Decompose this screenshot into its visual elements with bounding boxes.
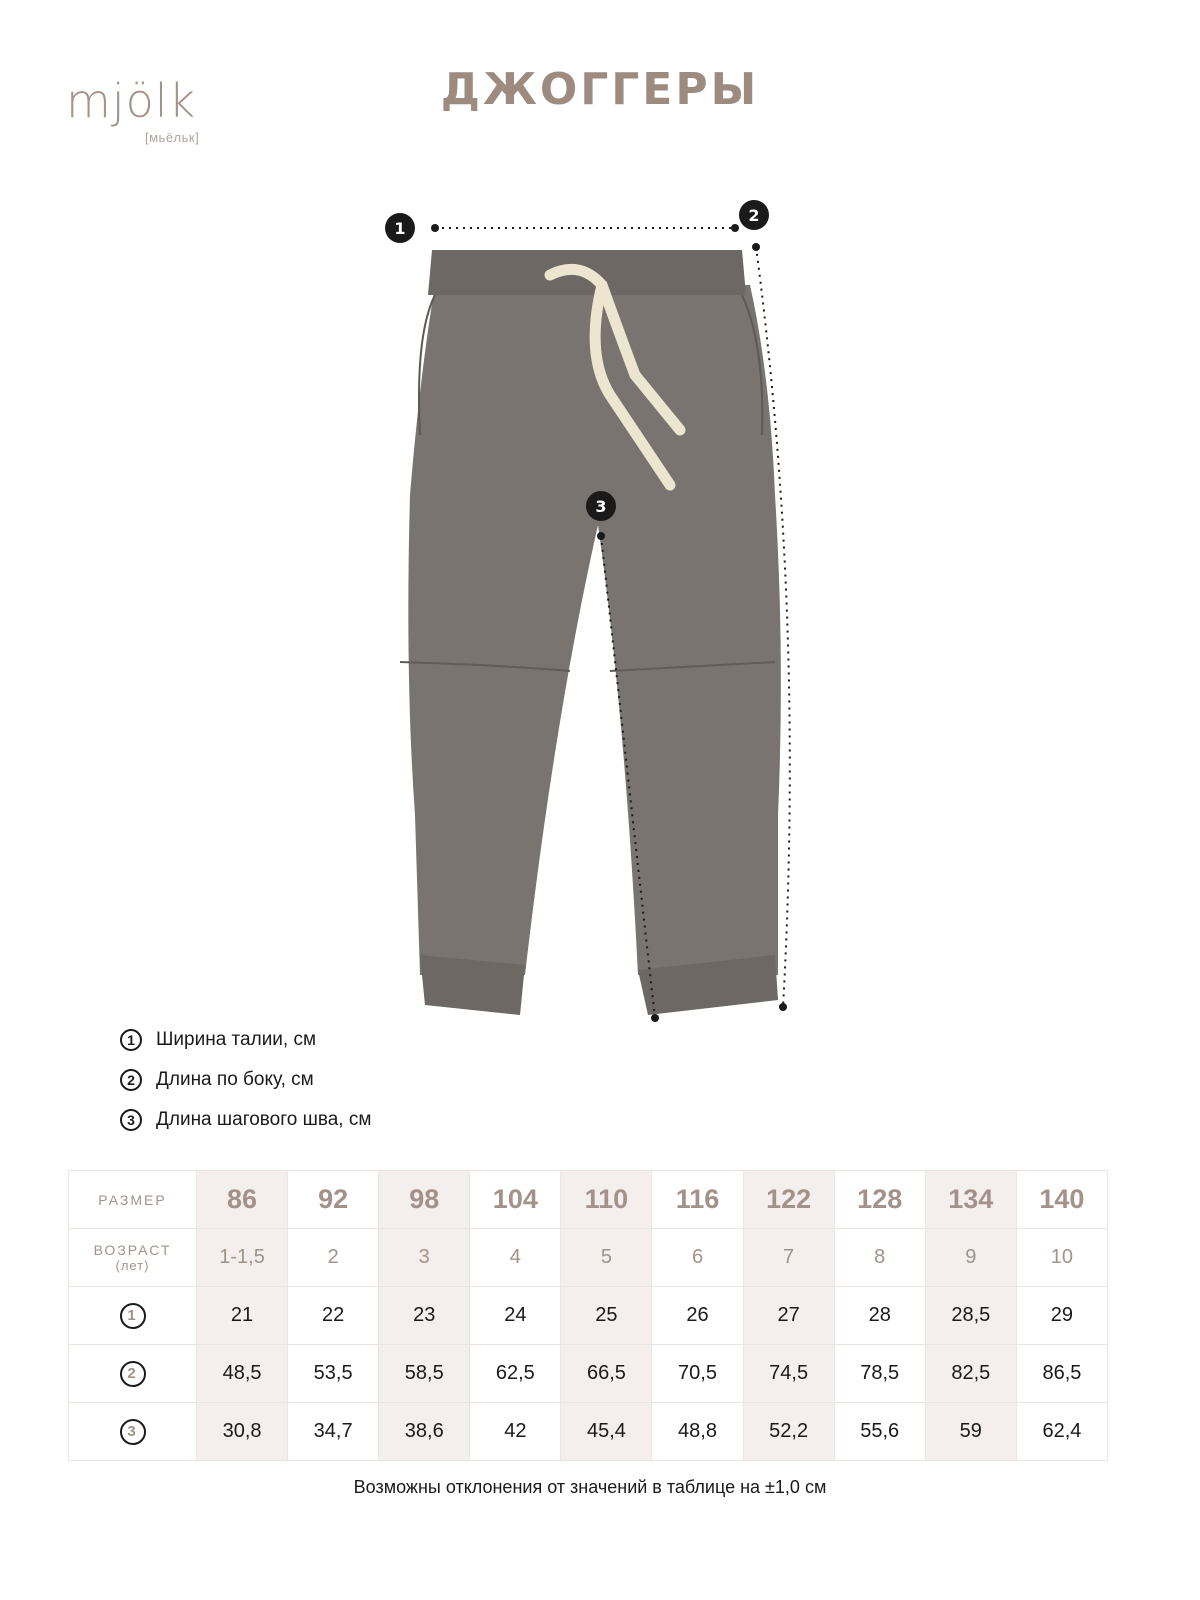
size-row [69, 1171, 1108, 1229]
marker-2 [739, 200, 769, 230]
row-number-badge: 3 [120, 1419, 146, 1445]
page-title: ДЖОГГЕРЫ [440, 64, 760, 115]
table-cell: 21 [197, 1287, 288, 1345]
tolerance-note: Возможны отклонения от значений в таблице на ±1,0 см [353, 1477, 827, 1497]
table-cell: 62,4 [1016, 1403, 1107, 1461]
brand-name: mjölk [66, 74, 197, 128]
legend-item [120, 1020, 371, 1060]
table-cell: 1-1,5 [197, 1229, 288, 1287]
row-header [69, 1403, 197, 1461]
row-header [69, 1345, 197, 1403]
table-cell: 30,8 [197, 1403, 288, 1461]
table-cell: 98 [379, 1171, 470, 1229]
table-cell: 24 [470, 1287, 561, 1345]
table-cell: 104 [470, 1171, 561, 1229]
table-cell: 52,2 [743, 1403, 834, 1461]
table-cell: 86 [197, 1171, 288, 1229]
table-cell: 4 [470, 1229, 561, 1287]
table-cell: 66,5 [561, 1345, 652, 1403]
table-cell: 92 [288, 1171, 379, 1229]
table-cell: 26 [652, 1287, 743, 1345]
table-cell: 55,6 [834, 1403, 925, 1461]
table-cell: 110 [561, 1171, 652, 1229]
table-cell: 23 [379, 1287, 470, 1345]
table-cell: 140 [1016, 1171, 1107, 1229]
table-cell: 38,6 [379, 1403, 470, 1461]
marker-2-label: 2 [748, 206, 760, 225]
joggers-measurement-diagram [380, 195, 820, 1055]
table-cell: 27 [743, 1287, 834, 1345]
table-cell: 122 [743, 1171, 834, 1229]
legend-label: Длина по боку, см [156, 1069, 314, 1090]
table-cell: 7 [743, 1229, 834, 1287]
table-cell: 48,8 [652, 1403, 743, 1461]
table-cell: 9 [925, 1229, 1016, 1287]
table-cell: 59 [925, 1403, 1016, 1461]
measure-waist-line [431, 224, 739, 232]
size-chart-table [68, 1170, 1108, 1461]
table-cell: 10 [1016, 1229, 1107, 1287]
table-cell: 62,5 [470, 1345, 561, 1403]
pants-body-image [408, 285, 781, 975]
table-cell: 128 [834, 1171, 925, 1229]
table-cell: 74,5 [743, 1345, 834, 1403]
brand-subtitle: [мьёльк] [145, 130, 200, 145]
age-header [69, 1229, 197, 1287]
legend-item [120, 1060, 371, 1100]
table-cell: 25 [561, 1287, 652, 1345]
age-header-label: ВОЗРАСТ [93, 1242, 172, 1258]
row-number-badge: 2 [120, 1361, 146, 1387]
table-cell: 28,5 [925, 1287, 1016, 1345]
table-cell: 2 [288, 1229, 379, 1287]
table-row [69, 1287, 1108, 1345]
row-header [69, 1287, 197, 1345]
table-cell: 58,5 [379, 1345, 470, 1403]
marker-1 [385, 213, 415, 243]
legend-label: Длина шагового шва, см [156, 1109, 372, 1130]
marker-3 [586, 491, 616, 521]
table-cell: 29 [1016, 1287, 1107, 1345]
table-row [69, 1403, 1108, 1461]
table-cell: 116 [652, 1171, 743, 1229]
legend-item [120, 1100, 371, 1140]
table-cell: 42 [470, 1403, 561, 1461]
marker-1-label: 1 [394, 219, 406, 238]
table-cell: 70,5 [652, 1345, 743, 1403]
row-number-badge: 1 [120, 1303, 146, 1329]
age-header-unit: (лет) [115, 1258, 150, 1273]
table-cell: 3 [379, 1229, 470, 1287]
table-cell: 6 [652, 1229, 743, 1287]
age-row [69, 1229, 1108, 1287]
size-header: РАЗМЕР [69, 1171, 197, 1229]
measurement-legend [120, 1020, 371, 1140]
table-cell: 53,5 [288, 1345, 379, 1403]
table-cell: 134 [925, 1171, 1016, 1229]
legend-number-badge: 3 [120, 1109, 142, 1131]
table-cell: 28 [834, 1287, 925, 1345]
marker-3-label: 3 [595, 497, 607, 516]
table-cell: 48,5 [197, 1345, 288, 1403]
table-cell: 82,5 [925, 1345, 1016, 1403]
table-cell: 8 [834, 1229, 925, 1287]
legend-label: Ширина талии, см [156, 1029, 317, 1050]
table-cell: 78,5 [834, 1345, 925, 1403]
table-cell: 45,4 [561, 1403, 652, 1461]
legend-number-badge: 1 [120, 1029, 142, 1051]
table-cell: 86,5 [1016, 1345, 1107, 1403]
table-cell: 5 [561, 1229, 652, 1287]
table-cell: 22 [288, 1287, 379, 1345]
table-cell: 34,7 [288, 1403, 379, 1461]
left-cuff-image [420, 955, 525, 1015]
table-row [69, 1345, 1108, 1403]
legend-number-badge: 2 [120, 1069, 142, 1091]
